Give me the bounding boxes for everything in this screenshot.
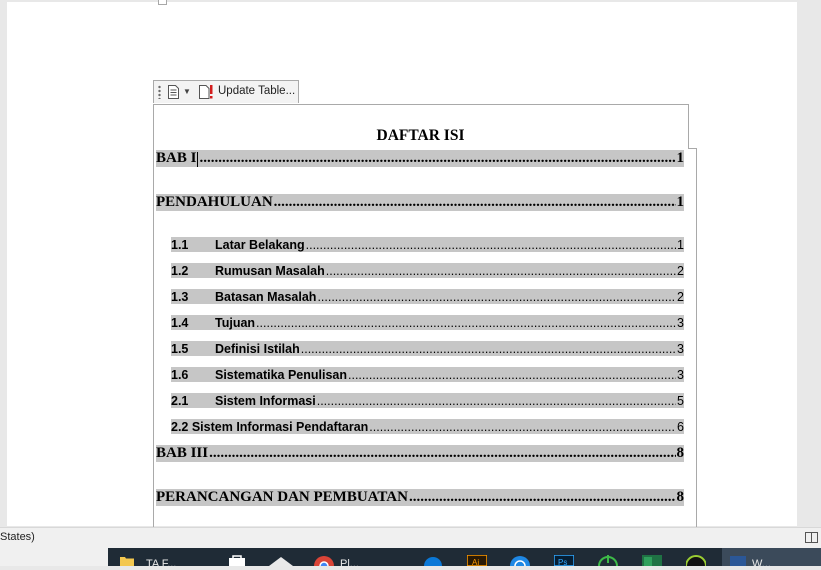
toc-entry-number: 2.1 [171, 394, 189, 408]
word-icon [730, 556, 746, 566]
toc-entry[interactable] [156, 445, 684, 462]
toc-entry[interactable] [171, 289, 684, 304]
taskbar-item-power[interactable] [594, 548, 622, 566]
toc-entry-label: Definisi Istilah [215, 342, 300, 356]
toc-entry[interactable] [171, 419, 684, 434]
toc-leader-dots [369, 420, 676, 434]
toc-entry-label: Sistem Informasi [215, 394, 316, 408]
chrome-icon [314, 556, 334, 566]
content-control-border [153, 104, 154, 528]
taskbar-item-app[interactable] [682, 548, 710, 566]
taskbar-item-folder[interactable] [112, 548, 177, 570]
toc-leader-dots [317, 290, 676, 304]
toc-entry[interactable] [171, 393, 684, 408]
toc-entry-number: 1.2 [171, 264, 189, 278]
toc-entry[interactable] [156, 194, 684, 211]
update-table-button[interactable]: Update Table... [218, 85, 296, 97]
photoshop-icon [554, 555, 574, 566]
toc-entry-page: 1 [677, 238, 684, 252]
excel-icon [642, 555, 662, 566]
toc-entry-number: 1.1 [171, 238, 189, 252]
taskbar-item-label: Pl... [340, 558, 359, 570]
page-corner-marker [158, 0, 167, 5]
toc-entry-page: 3 [677, 342, 684, 356]
toc-leader-dots [274, 194, 676, 211]
toc-entry-number: 1.3 [171, 290, 189, 304]
taskbar-item-store[interactable] [224, 548, 250, 566]
taskbar-item-chrome[interactable] [310, 548, 394, 570]
toc-entry-number: 1.4 [171, 316, 189, 330]
content-control-border [153, 104, 688, 105]
toc-entry-page: 2 [677, 290, 684, 304]
chevron-down-icon[interactable]: ▼ [183, 87, 191, 96]
toc-leader-dots [199, 150, 675, 167]
svg-text:Ps: Ps [558, 558, 568, 566]
power-icon [598, 555, 618, 566]
toc-entry-label: Batasan Masalah [215, 290, 317, 304]
status-bar [0, 527, 821, 548]
toc-entry-page: 1 [676, 150, 684, 166]
network-icon [510, 555, 530, 566]
toc-entry-page: 1 [676, 194, 684, 210]
read-mode-icon[interactable] [805, 532, 818, 543]
taskbar-item-edge[interactable] [420, 548, 446, 566]
drag-handle-icon[interactable] [158, 85, 161, 99]
status-language[interactable]: States) [0, 531, 35, 543]
toc-document-icon[interactable] [168, 85, 179, 99]
taskbar-item-label: W... [752, 558, 771, 570]
toc-entry-label: 2.2 Sistem Informasi Pendaftaran [171, 420, 369, 434]
toc-entry[interactable] [156, 489, 684, 506]
toc-entry[interactable] [171, 341, 684, 356]
store-icon [228, 555, 246, 566]
toc-entry-label: Latar Belakang [215, 238, 305, 252]
toc-entry-label: PERANCANGAN DAN PEMBUATAN [156, 489, 408, 505]
toc-entry-page: 5 [677, 394, 684, 408]
edge-icon [423, 556, 443, 566]
toc-entry[interactable] [171, 367, 684, 382]
toc-entry-label: BAB III [156, 445, 209, 461]
content-control-border [688, 104, 689, 148]
toc-entry-label: Sistematika Penulisan [215, 368, 348, 382]
taskbar-item-label: TA F... [146, 558, 177, 570]
content-control-border [696, 148, 697, 528]
text-cursor [197, 152, 198, 167]
taskbar-item-network[interactable] [506, 548, 534, 566]
toc-entry-label: PENDAHULUAN [156, 194, 273, 210]
taskbar-item-word[interactable] [722, 548, 821, 570]
toc-entry[interactable] [156, 150, 684, 167]
toc-entry[interactable] [171, 237, 684, 252]
svg-text:Ai: Ai [472, 558, 480, 566]
toc-entry-page: 3 [677, 368, 684, 382]
folder-icon [120, 556, 134, 566]
toc-leader-dots [256, 316, 676, 330]
toc-leader-dots [317, 394, 676, 408]
windows-taskbar [0, 548, 821, 570]
toc-entry-page: 2 [677, 264, 684, 278]
toc-entry-label: BAB I [156, 150, 197, 166]
toc-entry-number: 1.6 [171, 368, 189, 382]
toc-entry-page: 3 [677, 316, 684, 330]
app-icon [686, 555, 706, 566]
toc-entry-page: 8 [676, 489, 684, 505]
taskbar-search-area[interactable] [0, 548, 108, 566]
toc-entry[interactable] [171, 315, 684, 330]
toc-entry[interactable] [171, 263, 684, 278]
toc-leader-dots [409, 489, 676, 506]
illustrator-icon [467, 555, 487, 566]
toc-entry-page: 8 [676, 445, 684, 461]
toc-leader-dots [348, 368, 676, 382]
toc-entry-number: 1.5 [171, 342, 189, 356]
mail-icon [269, 557, 293, 566]
toc-leader-dots [306, 238, 676, 252]
update-table-icon[interactable] [198, 84, 214, 100]
toc-title: DAFTAR ISI [376, 127, 465, 144]
toc-leader-dots [301, 342, 676, 356]
taskbar-item-mail[interactable] [266, 548, 296, 566]
taskbar-item-photoshop[interactable] [550, 548, 578, 566]
toc-leader-dots [326, 264, 676, 278]
toc-content-control-tab[interactable] [153, 80, 299, 103]
taskbar-item-excel[interactable] [638, 548, 666, 566]
toc-entry-label: Tujuan [215, 316, 256, 330]
taskbar-item-illustrator[interactable] [464, 548, 490, 566]
toc-entry-page: 6 [677, 420, 684, 434]
toc-leader-dots [209, 445, 675, 462]
toc-entry-label: Rumusan Masalah [215, 264, 325, 278]
